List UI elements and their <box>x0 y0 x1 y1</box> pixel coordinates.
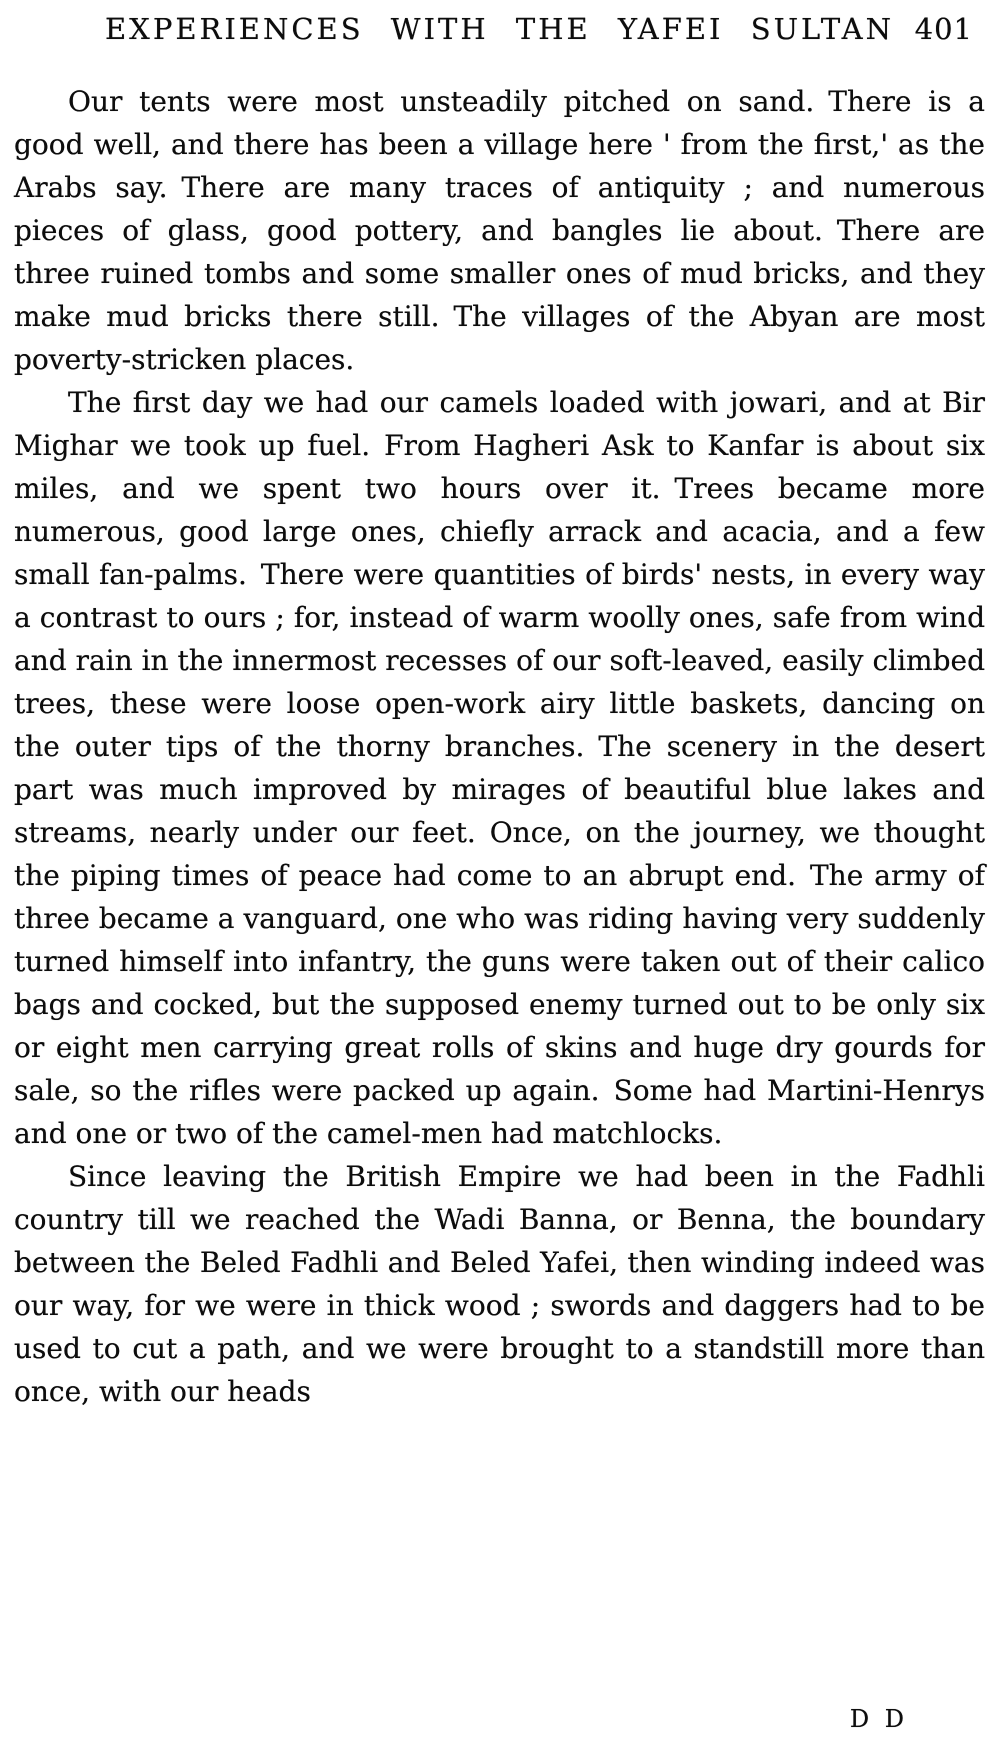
running-header-title: EXPERIENCES WITH THE YAFEI SULTAN <box>105 12 894 46</box>
paragraph-3: Since leaving the British Empire we had been in the Fadhli country till we reached the Wadi Banna, or Benna, the boundary between the Beled Fadhli and Beled Yafei, then winding indeed was our way, for we were in thick wood ; swords and daggers had to be used to cut a path, and we were brought to a standstill more than once, with our heads <box>14 1160 985 1408</box>
running-header <box>14 12 985 56</box>
paragraph-1: Our tents were most unsteadily pitched on sand. There is a good well, and there has been a village here ' from the first,' as the Arabs say. There are many traces of antiquity ; and numerous pieces of glass, good pottery, and bangles lie about. There are three ruined tombs and some smaller ones of mud bricks, and they make mud bricks there still. The villages of the Abyan are most poverty-stricken places. <box>14 85 985 376</box>
page-body <box>14 80 985 1413</box>
paragraph-2: The first day we had our camels loaded with jowari, and at Bir Mighar we took up fuel. From Hagheri Ask to Kanfar is about six miles, and we spent two hours over it. Trees became more numerous, good large ones, chiefly arrack and acacia, and a few small fan-palms. There were quantities of birds' nests, in every way a contrast to ours ; for, instead of warm woolly ones, safe from wind and rain in the innermost recesses of our soft-leaved, easily climbed trees, these were loose open-work airy little baskets, dancing on the outer tips of the thorny branches. The scenery in the desert part was much improved by mirages of beautiful blue lakes and streams, nearly under our feet. Once, on the journey, we thought the piping times of peace had come to an abrupt end. The army of three became a vanguard, one who was riding having very suddenly turned himself into infantry, the guns were taken out of their calico bags and cocked, but the supposed enemy turned out to be only six or eight men carrying great rolls of skins and huge dry gourds for sale, so the rifles were packed up again. Some had Martini-Henrys and one or two of the camel-men had matchlocks. <box>14 386 985 1150</box>
printer-signature: D D <box>849 1705 908 1733</box>
page-number: 401 <box>914 12 973 46</box>
